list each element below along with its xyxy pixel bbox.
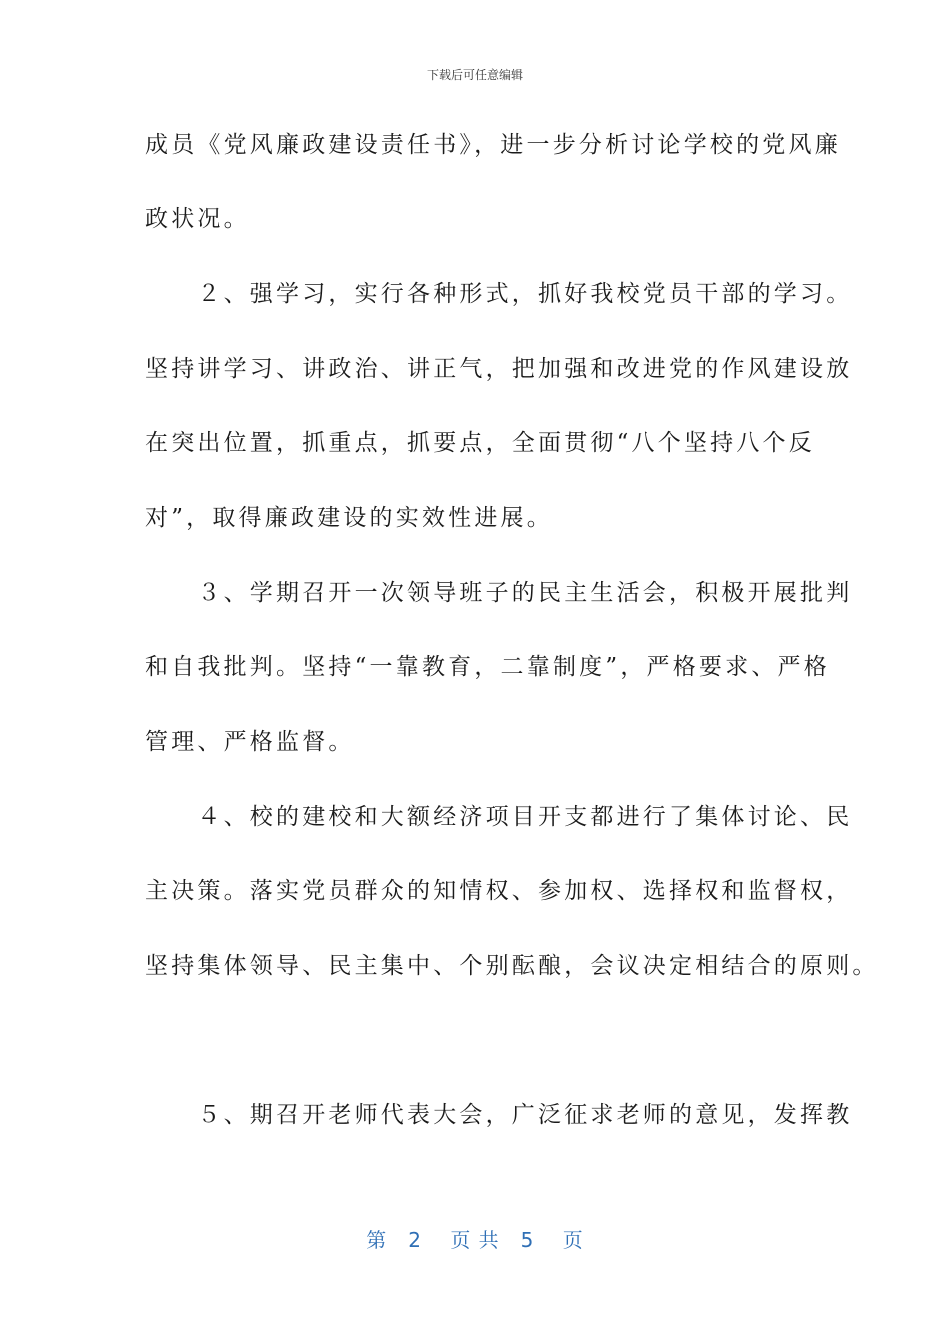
body-line-6: 对”，取得廉政建设的实效性进展。 bbox=[145, 505, 553, 531]
header-note: 下载后可任意编辑 bbox=[426, 68, 523, 82]
body-line-12: 坚持集体领导、民主集中、个别酝酿，会议决定相结合的原则。 bbox=[145, 953, 879, 979]
body-line-13: ５、期召开老师代表大会，广泛征求老师的意见，发挥教 bbox=[145, 1102, 853, 1128]
body-line-3: ２、强学习，实行各种形式，抓好我校党员干部的学习。 bbox=[145, 281, 853, 307]
body-line-9: 管理、严格监督。 bbox=[145, 729, 355, 755]
page-number-footer: 第 2 页 共 5 页 bbox=[366, 1228, 584, 1252]
body-line-7: ３、学期召开一次领导班子的民主生活会，积极开展批判 bbox=[145, 580, 853, 606]
body-line-5: 在突出位置，抓重点，抓要点，全面贯彻“八个坚持八个反 bbox=[145, 430, 815, 456]
body-line-1: 成员《党风廉政建设责任书》，进一步分析讨论学校的党风廉 bbox=[145, 132, 841, 158]
body-line-4: 坚持讲学习、讲政治、讲正气，把加强和改进党的作风建设放 bbox=[145, 356, 853, 382]
body-line-10: ４、校的建校和大额经济项目开支都进行了集体讨论、民 bbox=[145, 804, 853, 830]
body-line-11: 主决策。落实党员群众的知情权、参加权、选择权和监督权， bbox=[145, 878, 853, 904]
body-line-2: 政状况。 bbox=[145, 206, 250, 232]
body-line-8: 和自我批判。坚持“一靠教育，二靠制度”，严格要求、严格 bbox=[145, 654, 830, 680]
